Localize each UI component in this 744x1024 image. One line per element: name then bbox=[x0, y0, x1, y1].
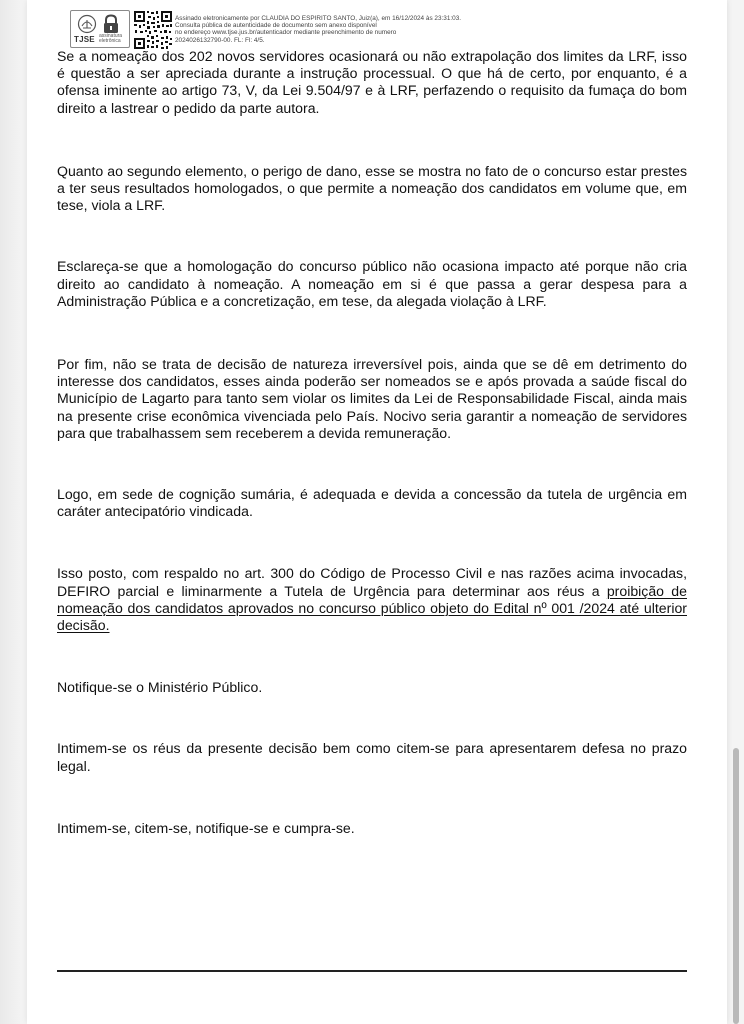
seal-label: TJSE bbox=[74, 35, 95, 44]
document-body bbox=[57, 48, 687, 837]
paragraph-cumpra: Intimem-se, citem-se, notifique-se e cumpra-se. bbox=[57, 819, 355, 836]
paragraph-dispositivo bbox=[57, 565, 687, 634]
court-emblem-icon bbox=[77, 14, 97, 34]
seal-subtitle: assinatura eletrônica bbox=[99, 33, 123, 44]
page-gutter bbox=[0, 0, 27, 1024]
tjse-seal bbox=[70, 10, 130, 48]
dispositivo-text: Isso posto, com respaldo no art. 300 do Código de Processo Civil e nas razões acima invocadas, DEFIRO parcial e liminarmente a Tutela de Urgência para determinar aos réus a bbox=[57, 565, 687, 599]
signature-line bbox=[57, 970, 687, 972]
paragraph-intimem: Intimem-se os réus da presente decisão bem como citem-se para apresentarem defesa no prazo legal. bbox=[57, 740, 687, 774]
paragraph-fumus-boni-iuris: Se a nomeação dos 202 novos servidores ocasionará ou não extrapolação dos limites da LRF, isso é questão a ser apreciada durante a instrução processual. O que há de certo, por enquanto, é a ofensa iminente ao artigo 73, V, da Lei 9.504/97 e à LRF, perfazendo o requisito da fumaça do bom direito a lastrear o pedido da parte autora. bbox=[57, 48, 687, 116]
stamp-line: Consulta pública de autenticidade de documento sem anexo disponível bbox=[175, 22, 377, 30]
paragraph-reversibilidade: Por fim, não se trata de decisão de natureza irreversível pois, ainda que se dê em detrimento do interesse dos candidatos, esses ainda poderão ser nomeados se e após provada a saúde fiscal do Município de Lagarto para tanto sem violar os limites da Lei de Responsabilidade Fiscal, ainda mais na presente crise econômica vivenciada pelo País. Nocivo seria garantir a nomeação de servidores para que trabalhassem sem receberem a devida remuneração. bbox=[57, 356, 687, 441]
scrollbar[interactable] bbox=[733, 748, 739, 1024]
paragraph-homologacao: Esclareça-se que a homologação do concurso público não ocasiona impacto até porque não cria direito ao candidato à nomeação. A nomeação em si é que passa a gerar despesa para a Administração Pública e a concretização, em tese, da alegada violação à LRF. bbox=[57, 258, 687, 309]
signature-stamp bbox=[70, 10, 710, 50]
paragraph-notifique: Notifique-se o Ministério Público. bbox=[57, 679, 263, 696]
stamp-line: Assinado eletronicamente por CLAUDIA DO ESPIRITO SANTO, Juiz(a), em 16/12/2024 às 23:31:03. bbox=[175, 15, 462, 22]
signature-info bbox=[175, 15, 575, 44]
stamp-line: 2024026132790-00. FL: Fl: 4/5. bbox=[175, 36, 265, 44]
paragraph-periculum: Quanto ao segundo elemento, o perigo de dano, esse se mostra no fato de o concurso estar prestes a ter seus resultados homologados, o que permite a nomeação dos candidatos em volume que, em tese, viola a LRF. bbox=[57, 162, 687, 214]
paragraph-cognicao-sumaria: Logo, em sede de cognição sumária, é adequada e devida a concessão da tutela de urgência em caráter antecipatório vindicada. bbox=[57, 486, 687, 520]
dispositivo-underlined: proibição de nomeação dos candidatos aprovados no concurso público objeto do Edital nº 001 /2024 até ulterior decisão. bbox=[57, 582, 687, 634]
lock-icon bbox=[102, 14, 120, 34]
qr-code-icon bbox=[133, 10, 173, 50]
stamp-line: no endereço www.tjse.jus.br/autenticador mediante preenchimento de numero bbox=[175, 29, 397, 37]
